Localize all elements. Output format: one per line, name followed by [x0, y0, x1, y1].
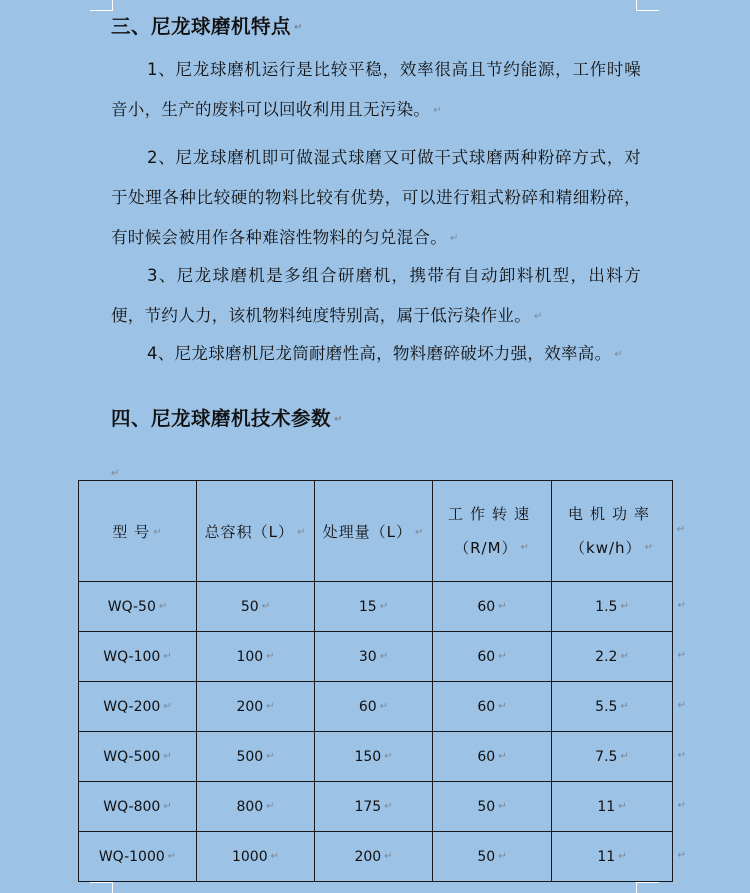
section-heading-specs[interactable]: 四、尼龙球磨机技术参数 ↵	[111, 407, 343, 430]
paragraph-mark-icon: ↵	[498, 651, 507, 662]
paragraph-mark-icon: ↵	[450, 232, 459, 244]
paragraph-mark-icon: ↵	[163, 751, 172, 762]
paragraph-mark-icon: ↵	[163, 801, 172, 812]
cell-speed[interactable]: 50 ↵	[433, 782, 552, 832]
paragraph-mark-icon: ↵	[620, 601, 629, 612]
spec-table	[78, 480, 686, 882]
paragraph-mark-icon: ↵	[266, 801, 275, 812]
cell-capacity[interactable]: 200 ↵	[197, 682, 315, 732]
cell-capacity[interactable]: 1000 ↵	[197, 832, 315, 882]
paragraph-mark-icon: ↵	[534, 310, 543, 322]
paragraph-mark-icon: ↵	[266, 751, 275, 762]
paragraph-mark-icon: ↵	[266, 651, 275, 662]
paragraph-mark-icon: ↵	[620, 651, 629, 662]
paragraph-mark-icon: ↵	[379, 651, 389, 662]
cell-speed[interactable]: 60 ↵	[433, 732, 552, 782]
table-header-row	[79, 481, 673, 582]
section-heading-features[interactable]: 三、尼龙球磨机特点 ↵	[111, 15, 303, 38]
cell-capacity[interactable]: 800 ↵	[197, 782, 315, 832]
table-row	[79, 632, 673, 682]
paragraph-mark-icon: ↵	[384, 801, 393, 812]
row-end-mark-icon: ↵	[677, 699, 686, 711]
cell-model[interactable]: WQ-200 ↵	[79, 682, 197, 732]
paragraph-mark-icon: ↵	[384, 851, 393, 862]
cell-power[interactable]: 11 ↵ ↵	[552, 832, 673, 882]
cell-throughput[interactable]: 200 ↵	[315, 832, 433, 882]
paragraph-mark-icon: ↵	[379, 701, 389, 712]
cell-power[interactable]: 11 ↵ ↵	[552, 782, 673, 832]
cell-throughput[interactable]: 175 ↵	[315, 782, 433, 832]
cell-power[interactable]: 1.5 ↵ ↵	[552, 582, 673, 632]
row-end-mark-icon: ↵	[677, 849, 686, 861]
table-row	[79, 832, 673, 882]
page-corner-mark-top-left	[90, 0, 113, 11]
header-cell-power[interactable]: 电机功率 （kw/h） ↵ ↵	[552, 481, 673, 582]
page-corner-mark-bottom-right	[636, 882, 659, 893]
paragraph-mark-icon: ↵	[620, 751, 629, 762]
header-cell-capacity[interactable]: 总容积（L） ↵	[197, 481, 315, 582]
row-end-mark-icon: ↵	[677, 599, 686, 611]
cell-speed[interactable]: 50 ↵	[433, 832, 552, 882]
paragraph-mark-icon: ↵	[498, 801, 507, 812]
paragraph-mark-icon: ↵	[334, 413, 343, 425]
row-end-mark-icon: ↵	[676, 524, 686, 535]
paragraph-mark-icon: ↵	[498, 601, 507, 612]
paragraph-mark-icon: ↵	[163, 701, 172, 712]
paragraph-mark-icon: ↵	[414, 526, 425, 538]
paragraph-mark-icon: ↵	[618, 801, 627, 812]
row-end-mark-icon: ↵	[677, 799, 686, 811]
paragraph-mark-icon: ↵	[644, 542, 654, 554]
row-end-mark-icon: ↵	[677, 649, 686, 661]
cell-throughput[interactable]: 15 ↵	[315, 582, 433, 632]
paragraph-mark-icon: ↵	[261, 601, 271, 612]
paragraph-mark-icon: ↵	[498, 751, 507, 762]
cell-power[interactable]: 7.5 ↵ ↵	[552, 732, 673, 782]
header-cell-speed[interactable]: 工作转速 （R/M） ↵	[433, 481, 552, 582]
paragraph-mark-icon: ↵	[618, 851, 627, 862]
cell-throughput[interactable]: 150 ↵	[315, 732, 433, 782]
paragraph-mark-icon: ↵	[294, 21, 303, 33]
page-corner-mark-bottom-left	[90, 882, 113, 893]
table-row	[79, 682, 673, 732]
row-end-mark-icon: ↵	[677, 749, 686, 761]
paragraph-mark-icon: ↵	[158, 601, 168, 612]
cell-capacity[interactable]: 500 ↵	[197, 732, 315, 782]
table-row	[79, 732, 673, 782]
paragraph-mark-icon: ↵	[111, 468, 120, 479]
feature-paragraph-3[interactable]: 3、尼龙球磨机是多组合研磨机，携带有自动卸料机型，出料方便，节约人力，该机物料纯度特别高，属于低污染作业。 ↵	[111, 266, 641, 325]
paragraph-mark-icon: ↵	[167, 851, 177, 862]
cell-speed[interactable]: 60 ↵	[433, 682, 552, 732]
paragraph-mark-icon: ↵	[433, 104, 442, 116]
header-cell-model[interactable]: 型 号 ↵	[79, 481, 197, 582]
cell-speed[interactable]: 60 ↵	[433, 632, 552, 682]
paragraph-mark-icon: ↵	[379, 601, 389, 612]
cell-speed[interactable]: 60 ↵	[433, 582, 552, 632]
cell-power[interactable]: 2.2 ↵ ↵	[552, 632, 673, 682]
page-corner-mark-top-right	[636, 0, 659, 11]
header-cell-throughput[interactable]: 处理量（L） ↵	[315, 481, 433, 582]
cell-model[interactable]: WQ-1000 ↵	[79, 832, 197, 882]
paragraph-mark-icon: ↵	[498, 701, 507, 712]
paragraph-mark-icon: ↵	[520, 542, 530, 554]
feature-paragraph-2[interactable]: 2、尼龙球磨机即可做湿式球磨又可做干式球磨两种粉碎方式，对于处理各种比较硬的物料比较有优势，可以进行粗式粉碎和精细粉碎，有时候会被用作各种难溶性物料的匀兑混合。 ↵	[111, 148, 641, 247]
cell-power[interactable]: 5.5 ↵ ↵	[552, 682, 673, 732]
cell-throughput[interactable]: 60 ↵	[315, 682, 433, 732]
paragraph-mark-icon: ↵	[153, 526, 163, 538]
paragraph-mark-icon: ↵	[266, 701, 275, 712]
cell-model[interactable]: WQ-100 ↵	[79, 632, 197, 682]
cell-model[interactable]: WQ-800 ↵	[79, 782, 197, 832]
cell-capacity[interactable]: 100 ↵	[197, 632, 315, 682]
paragraph-mark-icon: ↵	[498, 851, 507, 862]
cell-model[interactable]: WQ-50 ↵	[79, 582, 197, 632]
cell-model[interactable]: WQ-500 ↵	[79, 732, 197, 782]
paragraph-mark-icon: ↵	[163, 651, 172, 662]
cell-capacity[interactable]: 50 ↵	[197, 582, 315, 632]
table-row	[79, 782, 673, 832]
feature-paragraph-4[interactable]: 4、尼龙球磨机尼龙筒耐磨性高，物料磨碎破坏力强，效率高。 ↵	[147, 344, 624, 363]
paragraph-mark-icon: ↵	[296, 526, 307, 538]
document-body	[111, 12, 641, 479]
table-row	[79, 582, 673, 632]
cell-throughput[interactable]: 30 ↵	[315, 632, 433, 682]
paragraph-mark-icon: ↵	[620, 701, 629, 712]
paragraph-mark-icon: ↵	[614, 348, 624, 360]
feature-paragraph-1[interactable]: 1、尼龙球磨机运行是比较平稳，效率很高且节约能源，工作时噪音小，生产的废料可以回收利用且无污染。 ↵	[111, 60, 641, 119]
paragraph-mark-icon: ↵	[384, 751, 393, 762]
paragraph-mark-icon: ↵	[270, 851, 280, 862]
